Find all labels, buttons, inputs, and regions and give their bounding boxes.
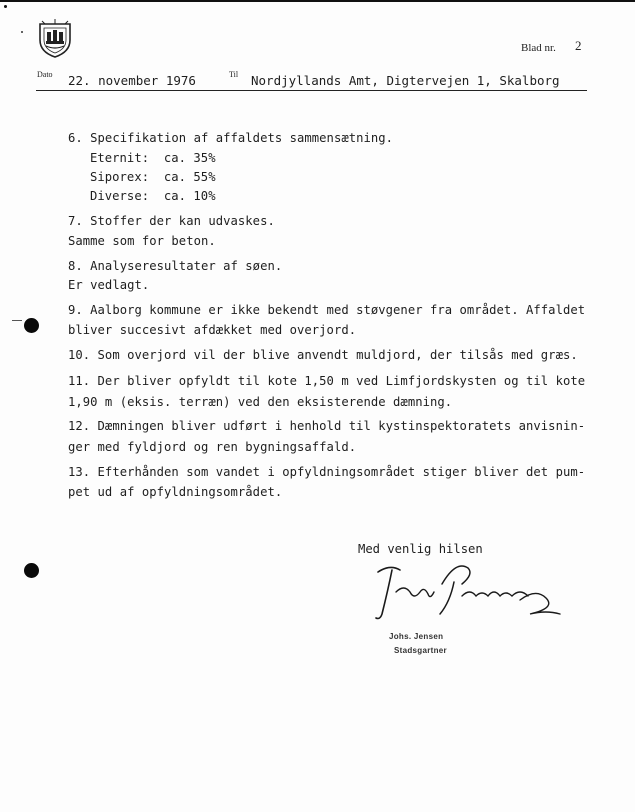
header-rule [36,90,587,91]
item-8-text: Er vedlagt. [68,278,150,292]
signatory-name: Johs. Jensen [389,632,444,641]
page-number-label: Blad nr. [521,42,556,54]
item-12-line-2: ger med fyldjord og ren bygningsaffald. [68,440,357,454]
item-9-line-1: 9. Aalborg kommune er ikke bekendt med støvgener fra området. Affaldet [68,303,586,317]
punch-guide-mark [12,320,22,321]
closing-greeting: Med venlig hilsen [358,542,483,556]
date-value: 22. november 1976 [68,73,196,88]
speck-mark [21,31,23,33]
item-11-line-1: 11. Der bliver opfyldt til kote 1,50 m ved Limfjordskysten og til kote [68,374,586,388]
punch-hole [24,318,39,333]
composition-eternit: Eternit: ca. 35% [90,151,216,165]
item-7-text: Samme som for beton. [68,234,216,248]
item-13-line-1: 13. Efterhånden som vandet i opfyldningsområdet stiger bliver det pum- [68,465,586,479]
composition-diverse: Diverse: ca. 10% [90,189,216,203]
corner-mark [4,5,7,8]
signatory-title: Stadsgartner [394,646,447,655]
top-edge-line [0,0,635,2]
item-11-line-2: 1,90 m (eksis. terræn) ved den eksisterende dæmning. [68,395,453,409]
composition-siporex: Siporex: ca. 55% [90,170,216,184]
item-7-heading: 7. Stoffer der kan udvaskes. [68,214,275,228]
item-12-line-1: 12. Dæmningen bliver udført i henhold til kystinspektoratets anvisnin- [68,419,586,433]
item-13-line-2: pet ud af opfyldningsområdet. [68,485,283,499]
date-label: Dato [37,70,53,79]
item-8-heading: 8. Analyseresultater af søen. [68,259,283,273]
handwritten-signature [370,562,570,624]
recipient-label: Til [229,70,239,79]
item-9-line-2: bliver succesivt afdækket med overjord. [68,323,357,337]
punch-hole [24,563,39,578]
recipient-value: Nordjyllands Amt, Digtervejen 1, Skalborg [251,73,560,88]
page-number: 2 [575,38,582,53]
item-10-text: 10. Som overjord vil der blive anvendt muldjord, der tilsås med græs. [68,348,578,362]
municipal-crest-icon [36,18,74,58]
item-6-heading: 6. Specifikation af affaldets sammensætning. [68,131,394,145]
